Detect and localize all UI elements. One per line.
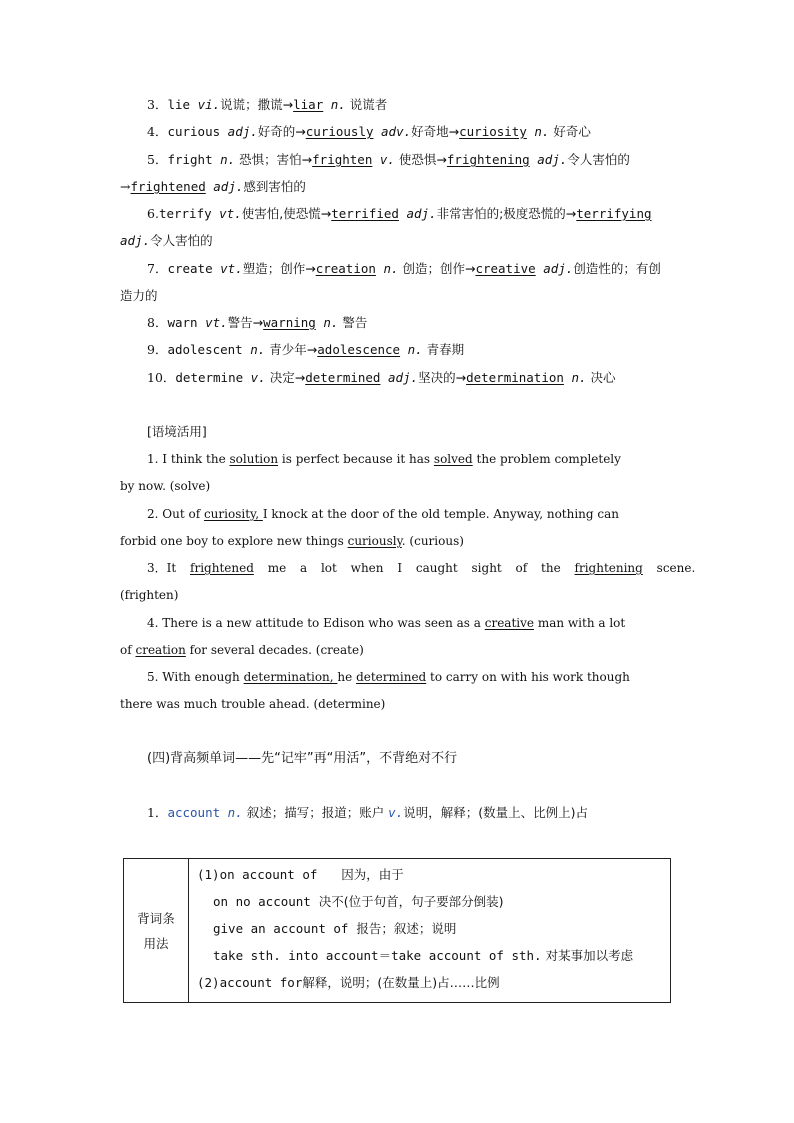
context-sentence-3-cont: (frighten) [120, 588, 179, 602]
usage-label-cell [124, 859, 189, 1003]
derivation-line-5-cont: →frightened adj.感到害怕的 [120, 179, 306, 194]
derivation-line-6: 6.terrify vt.使害怕,使恐慌→terrified adj.非常害怕的;极度恐慌的→terrifying [147, 206, 652, 221]
derivation-line-4: 4．curious adj.好奇的→curiously adv.好奇地→curiosity n. 好奇心 [147, 124, 591, 139]
context-sentence-2: 2. Out of curiosity, I knock at the door of the old temple. Anyway, nothing can [147, 507, 620, 521]
derivation-line-6-cont: adj.令人害怕的 [120, 233, 213, 248]
context-sentence-5-cont: there was much trouble ahead. (determine) [120, 697, 386, 711]
usage-line-3: give an account of 报告；叙述；说明 [213, 921, 457, 936]
usage-line-1: (1)on account of 因为，由于 [197, 867, 404, 882]
derivation-line-10: 10．determine v. 决定→determined adj.坚决的→determination n. 决心 [147, 370, 616, 385]
derivation-line-7: 7．create vt.塑造；创作→creation n. 创造；创作→creative adj.创造性的；有创 [147, 261, 661, 276]
context-sentence-4: 4. There is a new attitude to Edison who was seen as a creative man with a lot [147, 616, 626, 630]
context-sentence-1-cont: by now. (solve) [120, 479, 211, 493]
derivation-line-3: 3．lie vi.说谎；撒谎→liar n. 说谎者 [147, 97, 388, 112]
usage-line-5: (2)account for解释，说明；(在数量上)占……比例 [197, 975, 500, 990]
section4-heading: (四)背高频单词——先“记牢”再“用活”，不背绝对不行 [147, 751, 458, 766]
context-sentence-4-cont: of creation for several decades. (create) [120, 643, 364, 657]
context-sentence-1: 1. I think the solution is perfect because it has solved the problem completely [147, 452, 621, 466]
derivation-line-7-cont: 造力的 [120, 288, 158, 303]
word-entry-account: 1．account n. 叙述；描写；报道；账户 v.说明，解释；(数量上、比例上)占 [147, 805, 588, 820]
usage-label: 背词条用法 [137, 910, 175, 951]
derivation-line-5: 5．fright n. 恐惧；害怕→frighten v. 使恐惧→frightening adj.令人害怕的 [147, 152, 630, 167]
usage-table [123, 858, 671, 1003]
context-sentence-3: 3．It frightened me a lot when I caught sight of the frightening scene. [147, 561, 696, 575]
derivation-line-9: 9．adolescent n. 青少年→adolescence n. 青春期 [147, 342, 465, 357]
usage-line-4: take sth. into account＝take account of sth. 对某事加以考虑 [213, 948, 634, 963]
usage-body-cell [189, 859, 671, 1003]
context-sentence-2-cont: forbid one boy to explore new things curiously. (curious) [120, 534, 464, 548]
context-heading: [语境活用] [147, 424, 207, 439]
context-sentence-5: 5. With enough determination, he determined to carry on with his work though [147, 670, 630, 684]
usage-line-2: on no account 决不(位于句首，句子要部分倒装) [213, 894, 504, 909]
derivation-line-8: 8．warn vt.警告→warning n. 警告 [147, 315, 368, 330]
